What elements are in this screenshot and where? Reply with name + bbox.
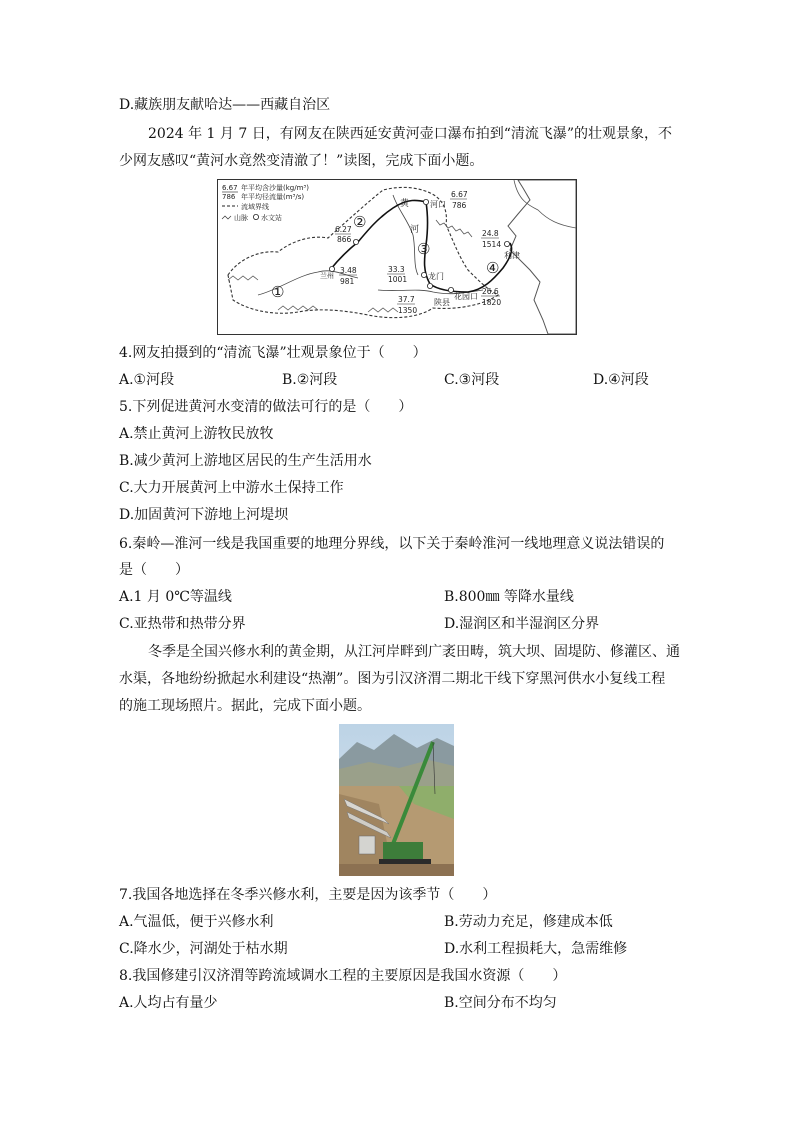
q7-option-b: B.劳动力充足，修建成本低: [444, 914, 613, 930]
q5-option-b: B.减少黄河上游地区居民的生产生活用水: [119, 453, 372, 469]
q4-option-b: B.②河段: [282, 372, 338, 388]
mountain-taihang: [436, 220, 472, 237]
legend-sediment-label: 年平均含沙量(kg/m³): [241, 184, 309, 192]
label-huayuankou: 花园口: [454, 292, 478, 301]
station-longmen: [421, 272, 426, 277]
q6-option-d: D.湿润区和半湿润区分界: [444, 616, 600, 632]
photo-foreground: [339, 864, 454, 876]
q6-option-b: B.800㎜ 等降水量线: [444, 589, 574, 605]
segment-1-label: ①: [271, 283, 285, 301]
label-lanzhou: 兰州: [320, 272, 334, 280]
map-svg: [218, 180, 576, 334]
q5-option-a: A.禁止黄河上游牧民放牧: [119, 426, 274, 442]
station-hekou-bottom: 786: [452, 201, 467, 210]
station-hekou-top: 6.67: [451, 190, 468, 199]
mountain-west: [228, 276, 258, 280]
q5-option-d: D.加固黄河下游地上河堤坝: [119, 507, 289, 523]
station-lijin-top: 24.8: [482, 229, 499, 238]
legend-boundary-label: 流域界线: [241, 203, 269, 211]
legend-station-icon: [253, 214, 258, 219]
q3-option-d: D.藏族朋友献哈达——西藏自治区: [119, 97, 331, 113]
station-huayuankou-bottom: 1820: [482, 298, 502, 307]
station-lanzhou-bottom: 981: [340, 277, 355, 286]
station-2-bottom: 866: [337, 235, 352, 244]
q4-stem: 4.网友拍摄到的“清流飞瀑”壮观景象位于（ ）: [119, 345, 427, 361]
q5-stem: 5.下列促进黄河水变清的做法可行的是（ ）: [119, 399, 413, 415]
segment-4-label: ④: [486, 259, 500, 277]
mountain-south: [278, 306, 318, 310]
passage2-line2: 水渠，各地纷纷掀起水利建设“热潮”。图为引汉济渭二期北干线下穿黑河供水小复线工程: [119, 671, 666, 687]
q7-stem: 7.我国各地选择在冬季兴修水利，主要是因为该季节（ ）: [119, 887, 497, 903]
q6-option-a: A.1 月 0℃等温线: [119, 589, 232, 605]
passage1-line1: 2024 年 1 月 7 日，有网友在陕西延安黄河壶口瀑布拍到“清流飞瀑”的壮观景象，不: [148, 126, 673, 142]
station-lanzhou: [329, 266, 334, 271]
photo-svg: [339, 724, 454, 876]
river-char-huang: 黄: [400, 199, 410, 209]
station-2: [353, 239, 358, 244]
q7-option-a: A.气温低，便于兴修水利: [119, 914, 274, 930]
q8-option-a: A.人均占有量少: [119, 995, 218, 1011]
segment-3-label: ③: [417, 240, 431, 258]
station-shanxian: [427, 283, 432, 288]
station-longmen-top: 33.3: [388, 265, 405, 274]
mountain-qinling: [368, 308, 398, 312]
q4-option-c: C.③河段: [444, 372, 500, 388]
photo-equipment: [359, 836, 375, 854]
station-hekou: [423, 199, 428, 204]
q4-option-d: D.④河段: [593, 372, 649, 388]
q5-option-c: C.大力开展黄河上中游水土保持工作: [119, 480, 344, 496]
legend-flow-value: 786: [222, 193, 236, 201]
passage2-line1: 冬季是全国兴修水利的黄金期，从江河岸畔到广袤田畴，筑大坝、固堤防、修灌区、通: [148, 644, 680, 660]
legend-station-label: 水文站: [261, 214, 282, 222]
label-hekou: 河口: [430, 200, 446, 209]
station-shanxian-bottom: 1350: [398, 306, 418, 315]
station-lijin-bottom: 1514: [482, 240, 502, 249]
station-huayuankou-top: 26.6: [482, 287, 499, 296]
station-lijin: [504, 241, 509, 246]
q7-option-d: D.水利工程损耗大，急需维修: [444, 941, 628, 957]
legend-flow-label: 年平均径流量(m³/s): [241, 193, 305, 201]
q6-stem-line2: 是（ ）: [119, 562, 189, 578]
q8-option-b: B.空间分布不均匀: [444, 995, 557, 1011]
q6-option-c: C.亚热带和热带分界: [119, 616, 246, 632]
legend-mountain-label: 山脉: [234, 214, 248, 222]
q7-option-c: C.降水少，河湖处于枯水期: [119, 941, 288, 957]
label-longmen: 龙门: [428, 272, 444, 281]
legend-sediment-value: 6.67: [222, 184, 238, 192]
label-shanxian: 陕县: [434, 298, 450, 307]
station-huayuankou: [448, 287, 453, 292]
passage2-line3: 的施工现场照片。据此，完成下面小题。: [119, 698, 371, 714]
construction-photo: [339, 724, 454, 876]
station-shanxian-top: 37.7: [398, 295, 415, 304]
segment-2-label: ②: [353, 213, 367, 231]
station-longmen-bottom: 1001: [388, 275, 408, 284]
passage1-line2: 少网友感叹“黄河水竟然变清澈了！”读图，完成下面小题。: [119, 153, 484, 169]
station-2-top: 6.27: [335, 225, 352, 234]
q4-option-a: A.①河段: [119, 372, 175, 388]
q8-stem: 8.我国修建引汉济渭等跨流域调水工程的主要原因是我国水资源（ ）: [119, 968, 567, 984]
station-lanzhou-top: 3.48: [340, 266, 357, 275]
yellow-river-map: [217, 179, 577, 335]
label-lijin: 利津: [504, 251, 520, 260]
q6-stem-line1: 6.秦岭—淮河一线是我国重要的地理分界线，以下关于秦岭淮河一线地理意义说法错误的: [119, 536, 665, 552]
river-char-he: 河: [410, 225, 420, 235]
